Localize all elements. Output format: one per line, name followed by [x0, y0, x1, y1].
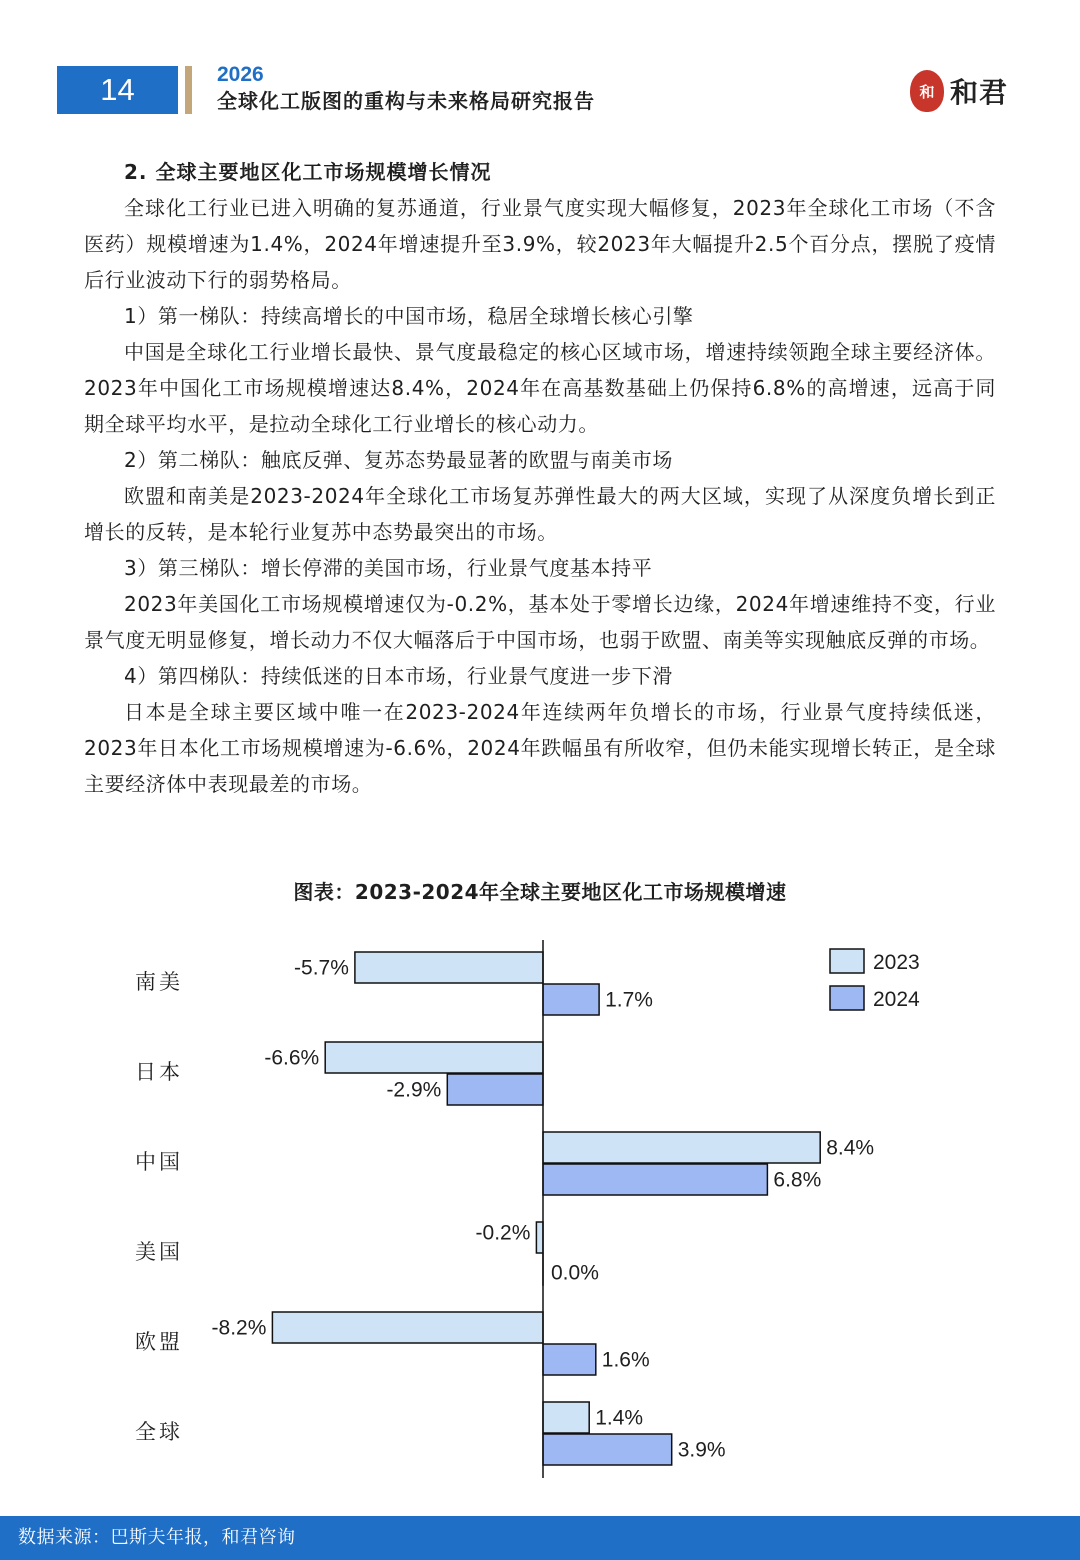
company-logo	[910, 66, 1008, 116]
category-label: 日本	[135, 1060, 183, 1084]
data-label: 8.4%	[826, 1136, 875, 1160]
data-label: -8.2%	[211, 1316, 267, 1340]
bar-2024	[543, 984, 599, 1015]
legend-label-2024: 2024	[873, 988, 920, 1011]
bar-2023	[355, 952, 543, 983]
data-label: 1.7%	[605, 988, 653, 1012]
data-source: 数据来源：巴斯夫年报，和君咨询	[18, 1527, 296, 1548]
report-year: 2026	[217, 63, 264, 86]
footer-bar	[0, 1516, 1080, 1560]
bar-2024	[543, 1344, 596, 1375]
bar-2023	[536, 1222, 543, 1253]
bar-2024	[543, 1164, 767, 1195]
paragraph-global-overview: 全球化工行业已进入明确的复苏通道，行业景气度实现大幅修复，2023年全球化工市场（不含医药）规模增速为1.4%，2024年增速提升至3.9%，较2023年大幅提升2.5个百分点，摆脱了疫情后行业波动下行的弱势格局。	[84, 196, 996, 292]
bar-2023	[543, 1402, 589, 1433]
paragraph-usa: 2023年美国化工市场规模增速仅为-0.2%，基本处于零增长边缘，2024年增速维持不变，行业景气度无明显修复，增长动力不仅大幅落后于中国市场，也弱于欧盟、南美等实现触底反弹的市场。	[84, 592, 996, 652]
data-label: 6.8%	[773, 1168, 822, 1192]
legend-swatch-2023	[830, 949, 864, 973]
legend-label-2023: 2023	[873, 951, 920, 974]
paragraph-china: 中国是全球化工行业增长最快、景气度最稳定的核心区域市场，增速持续领跑全球主要经济体。2023年中国化工市场规模增速达8.4%，2024年在高基数基础上仍保持6.8%的高增速，远高于同期全球平均水平，是拉动全球化工行业增长的核心动力。	[84, 340, 996, 436]
section-heading: 2. 全球主要地区化工市场规模增长情况	[124, 160, 492, 184]
tier-2-heading: 2）第二梯队：触底反弹、复苏态势最显著的欧盟与南美市场	[124, 448, 673, 472]
data-label: 0.0%	[551, 1261, 599, 1285]
header-divider	[185, 66, 192, 114]
data-label: 1.6%	[601, 1348, 650, 1372]
category-label: 中国	[135, 1150, 183, 1174]
logo-seal-icon: 和	[910, 70, 944, 112]
bar-2024	[543, 1434, 672, 1465]
bar-2023	[325, 1042, 543, 1073]
data-label: -0.2%	[475, 1221, 531, 1245]
growth-bar-chart	[0, 920, 1080, 1490]
report-title: 全球化工版图的重构与未来格局研究报告	[217, 89, 595, 113]
category-label: 全球	[135, 1420, 183, 1444]
chart-title: 图表：2023-2024年全球主要地区化工市场规模增速	[293, 880, 787, 904]
data-label: 3.9%	[677, 1438, 726, 1462]
legend-swatch-2024	[830, 986, 864, 1010]
article-body	[84, 154, 996, 802]
bar-2023	[272, 1312, 543, 1343]
logo-text: 和君	[950, 76, 1009, 109]
bar-2024	[447, 1074, 543, 1105]
category-label: 南美	[135, 970, 183, 994]
bar-2023	[543, 1132, 820, 1163]
tier-1-heading: 1）第一梯队：持续高增长的中国市场，稳居全球增长核心引擎	[124, 304, 694, 328]
category-label: 美国	[135, 1240, 183, 1264]
paragraph-japan: 日本是全球主要区域中唯一在2023-2024年连续两年负增长的市场，行业景气度持续低迷，2023年日本化工市场规模增速为-6.6%，2024年跌幅虽有所收窄，但仍未能实现增长转正，是全球主要经济体中表现最差的市场。	[84, 700, 996, 796]
data-label: -2.9%	[386, 1078, 442, 1102]
tier-4-heading: 4）第四梯队：持续低迷的日本市场，行业景气度进一步下滑	[124, 664, 673, 688]
page-number: 14	[57, 66, 178, 114]
data-label: -6.6%	[264, 1046, 320, 1070]
paragraph-eu-south-america: 欧盟和南美是2023-2024年全球化工市场复苏弹性最大的两大区域，实现了从深度负增长到正增长的反转，是本轮行业复苏中态势最突出的市场。	[84, 484, 996, 544]
data-label: -5.7%	[294, 956, 349, 980]
tier-3-heading: 3）第三梯队：增长停滞的美国市场，行业景气度基本持平	[124, 556, 653, 580]
data-label: 1.4%	[595, 1406, 644, 1430]
category-label: 欧盟	[135, 1330, 183, 1354]
